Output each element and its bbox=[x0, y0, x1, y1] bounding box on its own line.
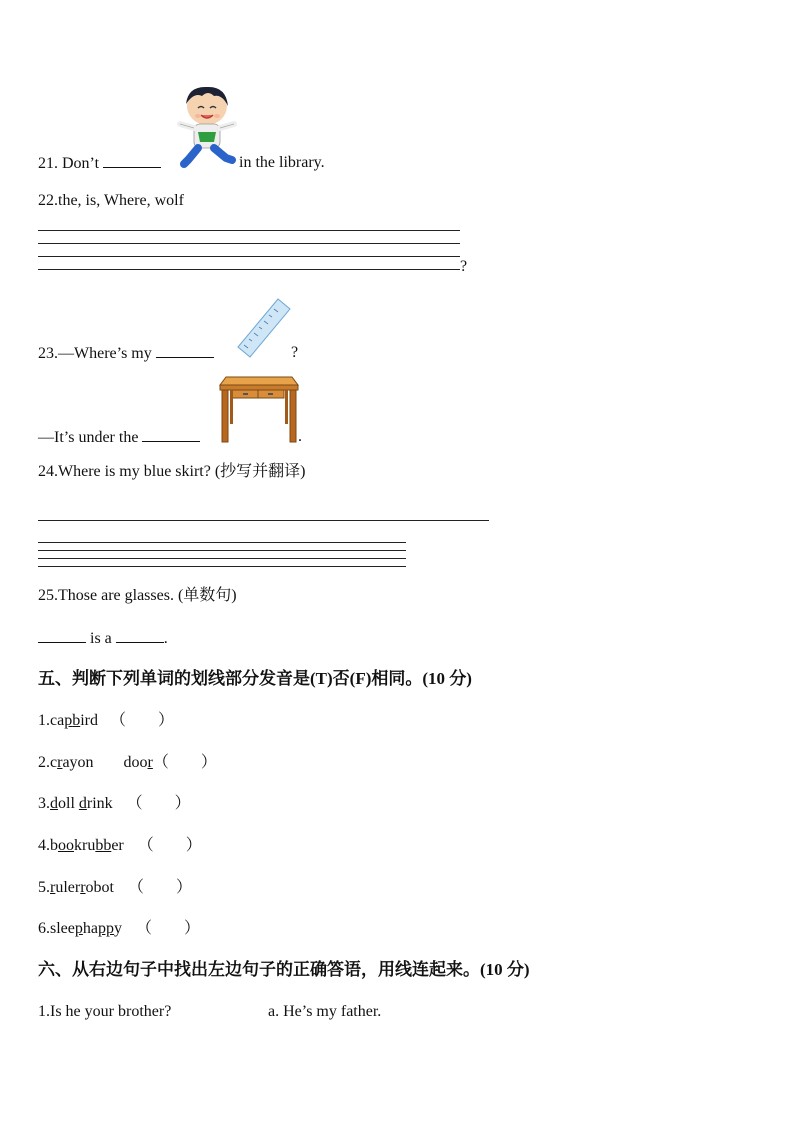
question-21-text-before: . Don’t bbox=[54, 155, 100, 172]
answer-blank[interactable] bbox=[156, 343, 214, 358]
question-21-text-after: in the library. bbox=[239, 154, 325, 171]
word-part: ru bbox=[82, 837, 96, 854]
item-number: 2. bbox=[38, 754, 50, 771]
answer-parentheses[interactable]: （ ） bbox=[127, 879, 192, 896]
answer-blank[interactable] bbox=[142, 427, 200, 442]
writing-line[interactable] bbox=[38, 566, 406, 567]
word-part: slee bbox=[50, 920, 75, 937]
section-6-heading: 六、从右边句子中找出左边句子的正确答语，用线连起来。(10 分) bbox=[38, 960, 530, 979]
writing-line bbox=[38, 230, 460, 231]
word-part: obot bbox=[85, 879, 114, 896]
word-part: ird bbox=[80, 712, 98, 729]
question-21-number: 21 bbox=[38, 155, 54, 172]
word-part: ha bbox=[82, 920, 98, 937]
question-23-period: . bbox=[298, 428, 302, 445]
underlined-letters: d bbox=[50, 795, 58, 812]
item-number: 4. bbox=[38, 837, 50, 854]
question-23-question-mark: ? bbox=[291, 344, 299, 361]
underlined-letters: b bbox=[72, 712, 81, 729]
phonics-item bbox=[38, 836, 202, 856]
underlined-letters: r bbox=[57, 754, 63, 771]
answer-blank[interactable] bbox=[116, 628, 164, 643]
word-part: rink bbox=[86, 795, 113, 812]
item-number: 1. bbox=[38, 712, 50, 729]
answer-blank[interactable] bbox=[38, 628, 86, 643]
writing-line bbox=[38, 558, 406, 559]
answer-parentheses[interactable]: （ ） bbox=[137, 837, 202, 854]
item-number: 3. bbox=[38, 795, 50, 812]
writing-line[interactable] bbox=[38, 269, 460, 270]
question-24-prompt: 24.Where is my blue skirt? (抄写并翻译) bbox=[38, 463, 306, 480]
boy-running-icon bbox=[174, 84, 238, 170]
desk-icon bbox=[218, 369, 300, 443]
underlined-letters: oo bbox=[58, 837, 74, 854]
writing-line bbox=[38, 243, 460, 244]
question-23-answer-text: —It’s under the bbox=[38, 429, 139, 446]
question-22-question-mark: ? bbox=[460, 258, 468, 275]
question-25-answer bbox=[38, 628, 168, 649]
answer-parentheses[interactable]: （ ） bbox=[152, 754, 217, 771]
phonics-item bbox=[38, 794, 191, 814]
question-25-prompt: 25.Those are glasses. (单数句) bbox=[38, 587, 237, 604]
word-part: ca bbox=[50, 712, 65, 729]
ruler-icon bbox=[234, 297, 292, 359]
section-5-heading: 五、判断下列单词的划线部分发音是(T)否(F)相同。(10 分) bbox=[38, 669, 472, 688]
question-23-prompt bbox=[38, 343, 214, 364]
phonics-item bbox=[38, 711, 174, 731]
answer-parentheses[interactable]: （ ） bbox=[135, 920, 200, 937]
underlined-letters: pp bbox=[97, 920, 114, 937]
underlined-letters: r bbox=[50, 879, 56, 896]
match-left-sentence[interactable]: 1.Is he your brother? bbox=[38, 1003, 172, 1020]
question-25-period: . bbox=[163, 630, 168, 647]
word-part: uler bbox=[55, 879, 81, 896]
answer-parentheses[interactable]: （ ） bbox=[109, 712, 174, 729]
underlined-letters: r bbox=[80, 879, 86, 896]
underlined-letters: p bbox=[74, 920, 83, 937]
word-part: y bbox=[113, 920, 122, 937]
writing-line bbox=[38, 542, 406, 543]
phonics-item bbox=[38, 878, 192, 898]
word-part: doo bbox=[123, 754, 148, 771]
question-22-prompt: 22.the, is, Where, wolf bbox=[38, 192, 184, 209]
item-number: 5. bbox=[38, 879, 50, 896]
phonics-item bbox=[38, 919, 200, 939]
underlined-letters: p bbox=[64, 712, 73, 729]
answer-parentheses[interactable]: （ ） bbox=[126, 795, 191, 812]
word-part: c bbox=[50, 754, 58, 771]
underlined-letters: d bbox=[78, 795, 87, 812]
answer-blank[interactable] bbox=[103, 153, 161, 168]
writing-line bbox=[38, 550, 406, 551]
question-23-text: 23.—Where’s my bbox=[38, 345, 152, 362]
item-number: 6. bbox=[38, 920, 50, 937]
underlined-letters: r bbox=[147, 754, 153, 771]
word-part: k bbox=[74, 837, 82, 854]
question-25-is-a: is a bbox=[90, 630, 112, 647]
word-part: ayon bbox=[62, 754, 94, 771]
phonics-item bbox=[38, 753, 217, 773]
word-part: oll bbox=[58, 795, 79, 812]
question-23-answer bbox=[38, 427, 200, 448]
word-part: er bbox=[111, 837, 124, 854]
question-21 bbox=[38, 153, 161, 174]
underlined-letters: bb bbox=[95, 837, 112, 854]
match-right-sentence[interactable]: a. He’s my father. bbox=[268, 1003, 382, 1020]
writing-line bbox=[38, 256, 460, 257]
word-part: b bbox=[50, 837, 58, 854]
writing-line[interactable] bbox=[38, 520, 489, 521]
